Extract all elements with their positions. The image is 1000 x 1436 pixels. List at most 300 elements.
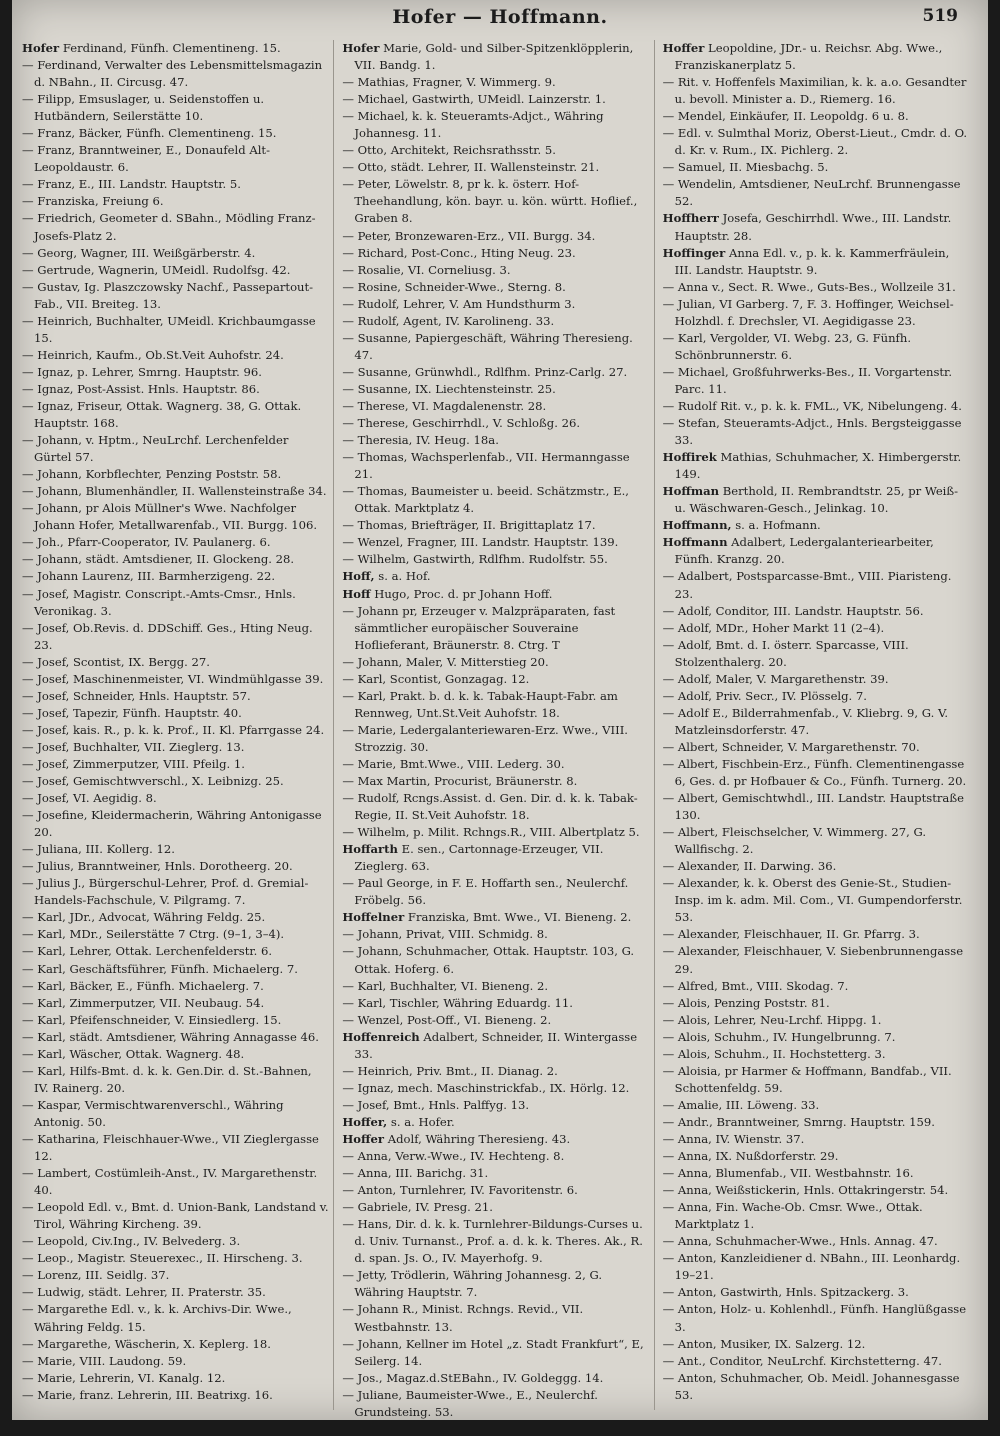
directory-entry	[342, 586, 649, 603]
directory-entry	[342, 142, 649, 159]
directory-entry	[22, 807, 329, 841]
directory-entry	[663, 1353, 970, 1370]
directory-entry	[663, 210, 970, 244]
entry-text: — Richard, Post-Conc., Hting Neug. 23.	[342, 245, 576, 260]
directory-entry	[22, 926, 329, 943]
entry-text: — Therese, VI. Magdalenenstr. 28.	[342, 398, 547, 413]
directory-entry	[22, 262, 329, 279]
directory-entry	[22, 586, 329, 620]
entry-text: — Adolf, Conditor, III. Landstr. Hauptstr. 56.	[662, 603, 924, 618]
entry-text: — Ferdinand, Verwalter des Lebensmittelsmagazin d. NBahn., II. Circusg. 47.	[22, 58, 323, 90]
entry-text: — Johann, städt. Amtsdiener, II. Glockeng. 28.	[22, 552, 295, 567]
entry-text: — Michael, k. k. Steueramts-Adjct., Währing Johannesg. 11.	[342, 109, 604, 141]
directory-entry	[663, 1029, 970, 1046]
entry-text: — Lambert, Costümleih-Anst., IV. Margarethenstr. 40.	[22, 1166, 318, 1198]
entry-text: — Thomas, Briefträger, II. Brigittaplatz 17.	[342, 518, 596, 533]
running-title: Hofer — Hoffmann.	[392, 6, 608, 28]
directory-entry	[663, 1301, 970, 1335]
directory-entry	[663, 330, 970, 364]
directory-entry	[663, 245, 970, 279]
directory-entry	[22, 961, 329, 978]
entry-text: — Karl, Vergolder, VI. Webg. 23, G. Fünfh. Schönbrunnerstr. 6.	[662, 330, 912, 362]
directory-entry	[22, 875, 329, 909]
entry-text: — Adolf, Maler, V. Margarethenstr. 39.	[662, 671, 889, 686]
directory-entry	[22, 790, 329, 807]
entry-text: — Susanne, Grünwhdl., Rdlfhm. Prinz-Carlg. 27.	[342, 364, 628, 379]
entry-text: — Josef, Bmt., Hnls. Palffyg. 13.	[342, 1097, 530, 1112]
directory-entry	[22, 466, 329, 483]
directory-entry	[22, 551, 329, 568]
directory-entry	[663, 364, 970, 398]
entry-text: — Karl, JDr., Advocat, Währing Feldg. 25.	[22, 910, 266, 925]
entry-text: — Mathias, Fragner, V. Wimmerg. 9.	[342, 75, 556, 90]
entry-text: — Juliane, Baumeister-Wwe., E., Neulerchf. Grundsteing. 53.	[342, 1387, 598, 1419]
directory-entry	[22, 1165, 329, 1199]
directory-entry	[663, 159, 970, 176]
directory-entry	[342, 1199, 649, 1216]
directory-entry	[22, 398, 329, 432]
directory-entry	[663, 1199, 970, 1233]
entry-text: — Michael, Großfuhrwerks-Bes., II. Vorgartenstr. Parc. 11.	[662, 364, 953, 396]
entry-text: — Albert, Fleischselcher, V. Wimmerg. 27, G. Wallfischg. 2.	[662, 825, 927, 857]
entry-text: — Anna, Blumenfab., VII. Westbahnstr. 16.	[662, 1166, 914, 1181]
directory-entry	[342, 1012, 649, 1029]
entry-text: — Leopold, Civ.Ing., IV. Belvederg. 3.	[22, 1234, 241, 1249]
directory-entry	[342, 824, 649, 841]
entry-text: — Johann, Schuhmacher, Ottak. Hauptstr. 103, G. Ottak. Hoferg. 6.	[342, 944, 635, 976]
directory-entry	[342, 722, 649, 756]
entry-text: E. sen., Cartonnage-Erzeuger, VII. Zieglerg. 63.	[354, 842, 604, 874]
directory-entry	[663, 858, 970, 875]
entry-surname: Hoffirek	[662, 450, 717, 465]
entry-text: — Josef, Ob.Revis. d. DDSchiff. Ges., Hting Neug. 23.	[22, 620, 313, 652]
directory-entry	[22, 125, 329, 142]
entry-text: Berthold, II. Rembrandtstr. 25, pr Weiß- u. Wäschwaren-Gesch., Jelinkag. 10.	[674, 484, 959, 516]
directory-entry	[663, 517, 970, 534]
entry-text: — Alexander, Fleischhauer, V. Siebenbrunnengasse 29.	[662, 944, 964, 976]
entry-text: — Adolf, Priv. Secr., IV. Plösselg. 7.	[662, 688, 867, 703]
directory-entry	[663, 1148, 970, 1165]
entry-surname: Hoffherr	[662, 211, 719, 226]
directory-entry	[22, 347, 329, 364]
entry-text: — Johann Laurenz, III. Barmherzigeng. 22.	[22, 569, 276, 584]
entry-text: — Karl, Geschäftsführer, Fünfh. Michaelerg. 7.	[22, 961, 298, 976]
directory-entry	[342, 159, 649, 176]
directory-entry	[663, 756, 970, 790]
directory-entry	[663, 449, 970, 483]
directory-entry	[22, 568, 329, 585]
directory-entry	[22, 432, 329, 466]
entry-text: — Anna, Weißstickerin, Hnls. Ottakringerstr. 54.	[662, 1183, 949, 1198]
entry-text: — Wenzel, Fragner, III. Landstr. Hauptstr. 139.	[342, 535, 619, 550]
directory-entry	[342, 313, 649, 330]
directory-entry	[342, 74, 649, 91]
entry-text: Marie, Gold- und Silber-Spitzenklöpplerin, VII. Bandg. 1.	[354, 41, 634, 73]
entry-surname: Hoffer	[662, 41, 705, 55]
directory-entry	[663, 568, 970, 602]
entry-text: — Alois, Schuhm., II. Hochstetterg. 3.	[662, 1046, 886, 1061]
entry-text: — Franziska, Freiung 6.	[22, 194, 164, 209]
directory-entry	[22, 654, 329, 671]
directory-entry	[342, 398, 649, 415]
directory-entry	[342, 995, 649, 1012]
directory-entry	[342, 534, 649, 551]
entry-text: — Adalbert, Postsparcasse-Bmt., VIII. Piaristeng. 23.	[662, 569, 952, 601]
entry-text: — Juliana, III. Kollerg. 12.	[22, 842, 175, 857]
directory-entry	[663, 296, 970, 330]
directory-page	[12, 0, 988, 1420]
entry-text: — Josef, Tapezir, Fünfh. Hauptstr. 40.	[22, 705, 242, 720]
directory-entry	[342, 296, 649, 313]
entry-surname: Hoffinger	[662, 245, 726, 260]
entry-text: — Margarethe, Wäscherin, X. Keplerg. 18.	[22, 1336, 271, 1351]
column-middle	[340, 40, 654, 1419]
directory-entry	[342, 1063, 649, 1080]
entry-text: Hugo, Proc. d. pr Johann Hoff.	[370, 586, 553, 601]
directory-entry	[342, 381, 649, 398]
directory-entry	[22, 500, 329, 534]
directory-entry	[342, 756, 649, 773]
directory-entry	[663, 398, 970, 415]
entry-text: — Karl, Wäscher, Ottak. Wagnerg. 48.	[22, 1046, 245, 1061]
directory-entry	[342, 1131, 649, 1148]
directory-entry	[342, 688, 649, 722]
entry-text: — Heinrich, Kaufm., Ob.St.Veit Auhofstr. 24.	[22, 347, 284, 362]
entry-text: — Anna, Fin. Wache-Ob. Cmsr. Wwe., Ottak. Marktplatz 1.	[662, 1200, 923, 1232]
directory-entry	[663, 40, 970, 74]
entry-text: — Alois, Lehrer, Neu-Lrchf. Hippg. 1.	[662, 1012, 882, 1027]
entry-surname: Hoff,	[342, 569, 375, 584]
entry-surname: Hoff	[342, 586, 371, 601]
entry-text: — Josef, Maschinenmeister, VI. Windmühlgasse 39.	[22, 671, 324, 686]
entry-text: — Alexander, II. Darwing. 36.	[662, 859, 837, 874]
entry-text: — Josef, Zimmerputzer, VIII. Pfeilg. 1.	[22, 756, 245, 771]
entry-text: — Heinrich, Buchhalter, UMeidl. Krichbaumgasse 15.	[22, 313, 316, 345]
entry-text: — Alois, Penzing Poststr. 81.	[662, 995, 830, 1010]
directory-entry	[663, 483, 970, 517]
entry-text: — Anna, IX. Nußdorferstr. 29.	[662, 1149, 839, 1164]
entry-text: — Ludwig, städt. Lehrer, II. Praterstr. 35.	[22, 1285, 266, 1300]
directory-entry	[22, 313, 329, 347]
entry-text: — Albert, Gemischtwhdl., III. Landstr. Hauptstraße 130.	[662, 791, 964, 823]
directory-entry	[22, 1131, 329, 1165]
directory-entry	[342, 1114, 649, 1131]
directory-entry	[22, 1012, 329, 1029]
entry-text: — Johann pr, Erzeuger v. Malzpräparaten, fast sämmtlicher europäischer Souveraine Hoflieferant, Bräunerstr. 8. Ctrg. T	[342, 603, 616, 652]
entry-text: — Alfred, Bmt., VIII. Skodag. 7.	[662, 978, 849, 993]
columns-container	[22, 40, 974, 1419]
entry-text: — Karl, städt. Amtsdiener, Währing Annagasse 46.	[22, 1029, 319, 1044]
directory-entry	[22, 1233, 329, 1250]
entry-text: — Ignaz, p. Lehrer, Smrng. Hauptstr. 96.	[22, 364, 262, 379]
entry-text: — Johann R., Minist. Rchngs. Revid., VII. Westbahnstr. 13.	[342, 1302, 584, 1334]
entry-text: — Anna, III. Barichg. 31.	[342, 1166, 489, 1181]
directory-entry	[663, 1370, 970, 1404]
directory-entry	[342, 1080, 649, 1097]
entry-text: — Julius, Branntweiner, Hnls. Dorotheerg. 20.	[22, 859, 293, 874]
entry-text: — Karl, Lehrer, Ottak. Lerchenfelderstr. 6.	[22, 944, 273, 959]
directory-entry	[22, 279, 329, 313]
directory-entry	[342, 1165, 649, 1182]
directory-entry	[663, 74, 970, 108]
entry-text: — Katharina, Fleischhauer-Wwe., VII Zieglergasse 12.	[22, 1132, 319, 1164]
directory-entry	[22, 1353, 329, 1370]
directory-entry	[22, 756, 329, 773]
directory-entry	[342, 279, 649, 296]
entry-text: — Otto, Architekt, Reichsrathsstr. 5.	[342, 143, 556, 158]
entry-text: — Johann, Privat, VIII. Schmidg. 8.	[342, 927, 548, 942]
entry-text: — Hans, Dir. d. k. k. Turnlehrer-Bildungs-Curses u. d. Univ. Turnanst., Prof. a. d. k. k. Theres. Ak., R. d. span. Js. O., IV. Mayerhofg. 9.	[342, 1217, 643, 1266]
entry-text: — Karl, Pfeifenschneider, V. Einsiedlerg. 15.	[22, 1012, 282, 1027]
directory-entry	[22, 705, 329, 722]
entry-text: — Thomas, Baumeister u. beeid. Schätzmstr., E., Ottak. Marktplatz 4.	[342, 484, 629, 516]
entry-text: Josefa, Geschirrhdl. Wwe., III. Landstr. Hauptstr. 28.	[674, 211, 952, 243]
directory-entry	[342, 40, 649, 74]
entry-text: — Marie, Lehrerin, VI. Kanalg. 12.	[22, 1370, 226, 1385]
entry-text: — Wendelin, Amtsdiener, NeuLrchf. Brunnengasse 52.	[662, 177, 961, 209]
directory-entry	[22, 176, 329, 193]
entry-text: — Karl, Bäcker, E., Fünfh. Michaelerg. 7.	[22, 978, 264, 993]
directory-entry	[342, 483, 649, 517]
directory-entry	[342, 415, 649, 432]
directory-entry	[342, 364, 649, 381]
entry-text: — Julian, VI Garberg. 7, F. 3. Hoffinger, Weichsel-Holzhdl. f. Drechsler, VI. Aegidigasse 23.	[662, 296, 954, 328]
entry-text: — Josef, Scontist, IX. Bergg. 27.	[22, 654, 210, 669]
directory-entry	[663, 125, 970, 159]
entry-text: — Albert, Schneider, V. Margarethenstr. 70.	[662, 739, 920, 754]
directory-entry	[342, 1216, 649, 1267]
directory-entry	[342, 671, 649, 688]
entry-text: — Johann, Korbflechter, Penzing Poststr. 58.	[22, 467, 282, 482]
entry-text: — Rosine, Schneider-Wwe., Sterng. 8.	[342, 279, 566, 294]
entry-text: — Aloisia, pr Harmer & Hoffmann, Bandfab., VII. Schottenfeldg. 59.	[662, 1063, 952, 1095]
directory-entry	[342, 773, 649, 790]
entry-surname: Hoffer	[342, 1132, 385, 1146]
directory-entry	[663, 1250, 970, 1284]
entry-text: — Marie, Bmt.Wwe., VIII. Lederg. 30.	[342, 756, 565, 771]
directory-entry	[22, 57, 329, 91]
directory-entry	[663, 995, 970, 1012]
directory-entry	[663, 108, 970, 125]
directory-entry	[663, 534, 970, 568]
entry-text: — Josefine, Kleidermacherin, Währing Antonigasse 20.	[22, 808, 322, 840]
entry-text: — Johann, pr Alois Müllner's Wwe. Nachfolger Johann Hofer, Metallwarenfab., VII. Burgg. 106.	[22, 501, 318, 533]
directory-entry	[342, 1370, 649, 1387]
entry-text: — Franz, E., III. Landstr. Hauptstr. 5.	[22, 177, 241, 192]
directory-entry	[22, 1029, 329, 1046]
directory-entry	[342, 1267, 649, 1301]
directory-entry	[22, 722, 329, 739]
entry-text: — Anna, Schuhmacher-Wwe., Hnls. Annag. 47.	[662, 1234, 938, 1249]
directory-entry	[663, 875, 970, 926]
entry-text: Adalbert, Ledergalanteriearbeiter, Fünfh. Kranzg. 20.	[674, 535, 934, 567]
entry-text: Mathias, Schuhmacher, X. Himbergerstr. 149.	[674, 450, 962, 482]
entry-surname: Hoffmann,	[662, 518, 732, 533]
entry-text: — Anton, Gastwirth, Hnls. Spitzackerg. 3.	[662, 1285, 909, 1300]
directory-entry	[342, 551, 649, 568]
directory-entry	[663, 620, 970, 637]
entry-text: Adalbert, Schneider, II. Wintergasse 33.	[354, 1029, 638, 1061]
directory-entry	[663, 1046, 970, 1063]
entry-text: — Franz, Bäcker, Fünfh. Clementineng. 15.	[22, 126, 277, 141]
entry-text: — Josef, Magistr. Conscript.-Amts-Cmsr., Hnls. Veronikag. 3.	[22, 586, 296, 618]
directory-entry	[342, 1029, 649, 1063]
directory-entry	[342, 1097, 649, 1114]
entry-text: — Anton, Holz- u. Kohlenhdl., Fünfh. Hanglüßgasse 3.	[662, 1302, 967, 1334]
entry-text: Leopoldine, JDr.- u. Reichsr. Abg. Wwe., Franziskanerplatz 5.	[674, 41, 943, 73]
entry-text: — Karl, Hilfs-Bmt. d. k. k. Gen.Dir. d. St.-Bahnen, IV. Rainerg. 20.	[22, 1063, 312, 1095]
directory-entry	[22, 909, 329, 926]
entry-text: — Adolf, Bmt. d. I. österr. Sparcasse, VIII. Stolzenthalerg. 20.	[662, 637, 909, 669]
entry-text: s. a. Hof.	[374, 569, 431, 584]
entry-text: — Josef, VI. Aegidig. 8.	[22, 791, 157, 806]
directory-entry	[22, 483, 329, 500]
entry-text: — Johann, Blumenhändler, II. Wallensteinstraße 34.	[22, 484, 327, 499]
directory-entry	[663, 1284, 970, 1301]
directory-entry	[342, 1387, 649, 1421]
directory-entry	[22, 1046, 329, 1063]
directory-entry	[663, 637, 970, 671]
entry-text: Adolf, Währing Theresieng. 43.	[384, 1132, 571, 1146]
directory-entry	[22, 1387, 329, 1404]
directory-entry	[22, 978, 329, 995]
directory-entry	[22, 1199, 329, 1233]
directory-entry	[663, 790, 970, 824]
directory-entry	[342, 91, 649, 108]
directory-entry	[663, 1131, 970, 1148]
entry-text: — Anton, Turnlehrer, IV. Favoritenstr. 6.	[342, 1183, 578, 1198]
directory-entry	[342, 228, 649, 245]
directory-entry	[22, 1250, 329, 1267]
entry-text: — Johann, Kellner im Hotel „z. Stadt Frankfurt“, E, Seilerg. 14.	[342, 1336, 644, 1368]
directory-entry	[663, 176, 970, 210]
directory-entry	[663, 415, 970, 449]
entry-text: — Ignaz, Post-Assist. Hnls. Hauptstr. 86.	[22, 381, 260, 396]
directory-entry	[342, 790, 649, 824]
entry-surname: Hoffmann	[662, 535, 728, 550]
directory-entry	[663, 1233, 970, 1250]
entry-text: — Susanne, IX. Liechtensteinstr. 25.	[342, 381, 556, 396]
directory-entry	[22, 995, 329, 1012]
directory-entry	[663, 1336, 970, 1353]
directory-entry	[22, 1370, 329, 1387]
entry-text: — Otto, städt. Lehrer, II. Wallensteinstr. 21.	[342, 160, 600, 175]
directory-entry	[663, 688, 970, 705]
directory-entry	[22, 1301, 329, 1335]
entry-text: — Albert, Fischbein-Erz., Fünfh. Clementinengasse 6, Ges. d. pr Hofbauer & Co., Fünfh. Turnerg. 20.	[662, 756, 967, 789]
entry-text: — Thomas, Wachsperlenfab., VII. Hermanngasse 21.	[342, 450, 630, 482]
entry-text: — Mendel, Einkäufer, II. Leopoldg. 6 u. 8.	[662, 109, 909, 124]
entry-text: — Rudolf, Rcngs.Assist. d. Gen. Dir. d. k. k. Tabak-Regie, II. St.Veit Auhofstr. 18.	[342, 791, 638, 823]
entry-text: — Susanne, Papiergeschäft, Währing Theresieng. 47.	[342, 330, 633, 362]
directory-entry	[342, 568, 649, 585]
entry-text: — Theresia, IV. Heug. 18a.	[342, 433, 499, 448]
entry-text: — Karl, Zimmerputzer, VII. Neubaug. 54.	[22, 995, 265, 1010]
entry-text: — Joh., Pfarr-Cooperator, IV. Paulanerg. 6.	[22, 535, 271, 550]
directory-entry	[22, 91, 329, 125]
directory-entry	[22, 142, 329, 176]
directory-entry	[22, 1284, 329, 1301]
entry-text: — Wilhelm, p. Milit. Rchngs.R., VIII. Albertplatz 5.	[342, 825, 640, 840]
directory-entry	[342, 603, 649, 654]
entry-text: — Adolf, MDr., Hoher Markt 11 (2–4).	[662, 620, 885, 635]
entry-surname: Hoffer,	[342, 1114, 388, 1129]
entry-text: — Franz, Branntweiner, E., Donaufeld Alt-Leopoldaustr. 6.	[22, 143, 271, 175]
entry-surname: Hoffelner	[342, 910, 405, 925]
entry-text: — Gabriele, IV. Presg. 21.	[342, 1200, 493, 1215]
entry-text: Franziska, Bmt. Wwe., VI. Bieneng. 2.	[404, 910, 632, 925]
directory-entry	[342, 841, 649, 875]
entry-text: — Anna, IV. Wienstr. 37.	[662, 1132, 805, 1146]
entry-text: — Jos., Magaz.d.StEBahn., IV. Goldeggg. 14.	[342, 1370, 604, 1385]
entry-text: — Anton, Musiker, IX. Salzerg. 12.	[662, 1336, 866, 1351]
entry-text: — Karl, Buchhalter, VI. Bieneng. 2.	[342, 978, 549, 993]
column-right	[661, 40, 974, 1410]
entry-text: — Amalie, III. Löweng. 33.	[662, 1097, 820, 1112]
entry-text: — Friedrich, Geometer d. SBahn., Mödling Franz-Josefs-Platz 2.	[22, 211, 316, 243]
directory-entry	[22, 1097, 329, 1131]
directory-entry	[663, 1063, 970, 1097]
entry-text: — Anton, Kanzleidiener d. NBahn., III. Leonhardg. 19–21.	[662, 1251, 961, 1283]
directory-entry	[22, 773, 329, 790]
directory-entry	[663, 671, 970, 688]
entry-text: — Marie, Ledergalanteriewaren-Erz. Wwe., VIII. Strozzig. 30.	[342, 722, 628, 754]
directory-entry	[342, 1301, 649, 1335]
entry-text: — Josef, Gemischtwverschl., X. Leibnizg. 25.	[22, 774, 284, 789]
entry-text: — Alexander, k. k. Oberst des Genie-St., Studien-Insp. im k. adm. Mil. Com., VI. Gumpendorferstr. 53.	[662, 876, 963, 925]
directory-entry	[22, 193, 329, 210]
entry-text: — Alexander, Fleischhauer, II. Gr. Pfarrg. 3.	[662, 927, 920, 942]
entry-text: — Gustav, Ig. Plaszczowsky Nachf., Passepartout-Fab., VII. Breiteg. 13.	[22, 279, 314, 311]
entry-text: — Josef, Schneider, Hnls. Hauptstr. 57.	[22, 688, 251, 703]
directory-entry	[663, 705, 970, 739]
directory-entry	[663, 1182, 970, 1199]
directory-entry	[342, 909, 649, 926]
entry-text: — Julius J., Bürgerschul-Lehrer, Prof. d. Gremial-Handels-Fachschule, V. Pilgramg. 7.	[22, 876, 309, 908]
directory-entry	[22, 1336, 329, 1353]
entry-text: — Alois, Schuhm., IV. Hungelbrunng. 7.	[662, 1029, 896, 1044]
directory-entry	[342, 176, 649, 227]
entry-text: — Samuel, II. Miesbachg. 5.	[662, 160, 829, 175]
directory-entry	[663, 1012, 970, 1029]
entry-text: — Marie, VIII. Laudong. 59.	[22, 1353, 187, 1368]
directory-entry	[342, 926, 649, 943]
entry-text: s. a. Hofmann.	[731, 518, 821, 533]
entry-text: — Michael, Gastwirth, UMeidl. Lainzerstr. 1.	[342, 92, 606, 107]
entry-text: — Marie, franz. Lehrerin, III. Beatrixg. 16.	[22, 1387, 273, 1402]
directory-entry	[663, 824, 970, 858]
entry-text: — Josef, Buchhalter, VII. Zieglerg. 13.	[22, 739, 245, 754]
entry-text: — Ignaz, mech. Maschinstrickfab., IX. Hörlg. 12.	[342, 1080, 630, 1095]
entry-text: — Rudolf, Agent, IV. Karolineng. 33.	[342, 313, 555, 328]
entry-text: — Heinrich, Priv. Bmt., II. Dianag. 2.	[342, 1063, 558, 1078]
entry-text: — Kaspar, Vermischtwarenverschl., Währing Antonig. 50.	[22, 1097, 284, 1129]
directory-entry	[22, 620, 329, 654]
directory-entry	[663, 943, 970, 977]
entry-text: Anna Edl. v., p. k. k. Kammerfräulein, III. Landstr. Hauptstr. 9.	[674, 245, 950, 277]
directory-entry	[663, 1097, 970, 1114]
entry-text: — Jetty, Trödlerin, Währing Johannesg. 2, G. Währing Hauptstr. 7.	[342, 1268, 603, 1300]
directory-entry	[342, 108, 649, 142]
directory-entry	[22, 1063, 329, 1097]
directory-entry	[22, 210, 329, 244]
entry-surname: Hoffarth	[342, 842, 398, 857]
entry-text: — Rudolf Rit. v., p. k. k. FML., VK, Nibelungeng. 4.	[662, 398, 962, 413]
directory-entry	[22, 739, 329, 756]
entry-text: — Rit. v. Hoffenfels Maximilian, k. k. a.o. Gesandter u. bevoll. Minister a. D., Riemerg. 16.	[662, 75, 967, 107]
directory-entry	[663, 1114, 970, 1131]
entry-text: — Stefan, Steueramts-Adjct., Hnls. Bergsteiggasse 33.	[662, 416, 962, 448]
